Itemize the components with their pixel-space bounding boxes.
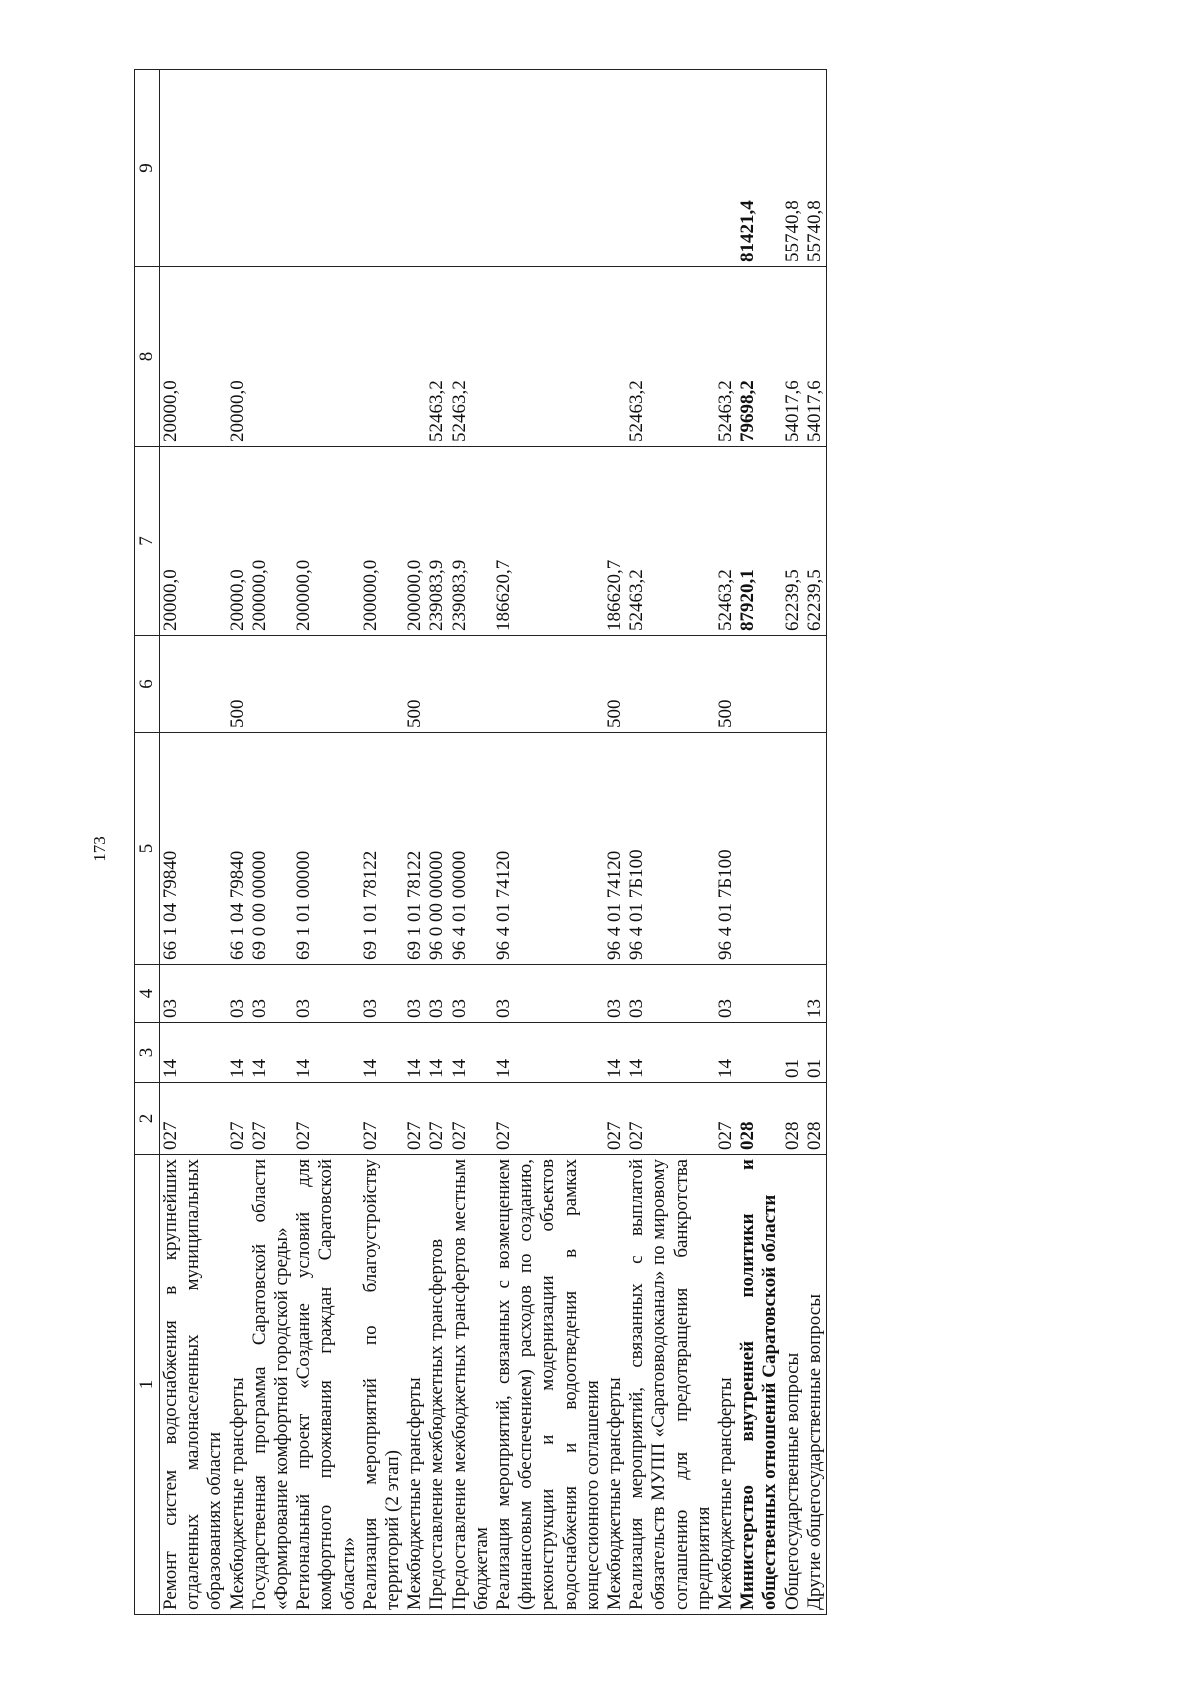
row-cell-col-8: 52463,2 — [426, 267, 448, 447]
table-row — [737, 70, 781, 1615]
row-cell-col-5: 69 1 01 00000 — [293, 733, 360, 965]
row-cell-col-9 — [449, 70, 493, 267]
row-cell-col-7: 20000,0 — [227, 447, 249, 636]
row-cell-col-6 — [293, 636, 360, 733]
row-cell-col-6 — [360, 636, 404, 733]
table-row — [604, 70, 626, 1615]
row-cell-col-4: 03 — [227, 965, 249, 1023]
row-name-cell: Ремонт систем водоснабжения в крупнейших отдаленных малонаселенных муниципальных образованиях области — [160, 1155, 227, 1615]
row-cell-col-3: 14 — [249, 1023, 293, 1083]
row-cell-col-8: 20000,0 — [227, 267, 249, 447]
row-cell-col-7: 200000,0 — [360, 447, 404, 636]
table-row — [227, 70, 249, 1615]
row-cell-col-4: 03 — [604, 965, 626, 1023]
row-cell-col-8: 79698,2 — [737, 267, 781, 447]
row-cell-col-2: 027 — [293, 1083, 360, 1155]
row-cell-col-9 — [626, 70, 715, 267]
row-cell-col-4: 03 — [626, 965, 715, 1023]
table-row — [626, 70, 715, 1615]
table-row — [782, 70, 804, 1615]
row-cell-col-8: 54017,6 — [782, 267, 804, 447]
row-cell-col-8 — [293, 267, 360, 447]
col-header-8: 8 — [135, 267, 160, 447]
row-name-cell: Межбюджетные трансферты — [715, 1155, 737, 1615]
row-cell-col-5: 69 1 01 78122 — [360, 733, 404, 965]
row-cell-col-3: 14 — [449, 1023, 493, 1083]
col-header-1: 1 — [135, 1155, 160, 1615]
row-cell-col-5: 96 4 01 7Б100 — [626, 733, 715, 965]
col-header-7: 7 — [135, 447, 160, 636]
row-cell-col-7: 186620,7 — [493, 447, 604, 636]
row-cell-col-6 — [626, 636, 715, 733]
row-cell-col-6 — [449, 636, 493, 733]
row-cell-col-3: 14 — [293, 1023, 360, 1083]
budget-table — [134, 69, 827, 1615]
row-cell-col-9 — [360, 70, 404, 267]
col-header-3: 3 — [135, 1023, 160, 1083]
table-row — [404, 70, 426, 1615]
row-cell-col-8: 54017,6 — [804, 267, 827, 447]
row-cell-col-2: 028 — [782, 1083, 804, 1155]
row-cell-col-7: 200000,0 — [249, 447, 293, 636]
row-cell-col-3: 14 — [227, 1023, 249, 1083]
row-cell-col-2: 027 — [404, 1083, 426, 1155]
row-cell-col-3: 14 — [160, 1023, 227, 1083]
row-cell-col-2: 028 — [737, 1083, 781, 1155]
table-row — [293, 70, 360, 1615]
row-cell-col-9 — [293, 70, 360, 267]
row-cell-col-5: 66 1 04 79840 — [227, 733, 249, 965]
row-cell-col-6: 500 — [227, 636, 249, 733]
table-body — [160, 70, 827, 1615]
row-cell-col-4: 03 — [160, 965, 227, 1023]
row-cell-col-9 — [227, 70, 249, 267]
row-cell-col-2: 027 — [604, 1083, 626, 1155]
table-row — [449, 70, 493, 1615]
row-cell-col-2: 027 — [426, 1083, 448, 1155]
row-cell-col-7: 200000,0 — [293, 447, 360, 636]
row-cell-col-4 — [737, 965, 781, 1023]
row-cell-col-5 — [737, 733, 781, 965]
row-cell-col-7: 239083,9 — [426, 447, 448, 636]
row-cell-col-8: 52463,2 — [449, 267, 493, 447]
row-cell-col-7: 20000,0 — [160, 447, 227, 636]
row-cell-col-5: 96 4 01 74120 — [493, 733, 604, 965]
row-cell-col-5: 96 0 00 00000 — [426, 733, 448, 965]
row-cell-col-9 — [493, 70, 604, 267]
row-cell-col-5: 66 1 04 79840 — [160, 733, 227, 965]
row-cell-col-8: 20000,0 — [160, 267, 227, 447]
row-cell-col-3: 14 — [626, 1023, 715, 1083]
row-cell-col-4: 03 — [493, 965, 604, 1023]
table-row — [160, 70, 227, 1615]
col-header-9: 9 — [135, 70, 160, 267]
page-number: 173 — [90, 836, 109, 862]
row-name-cell: Другие общегосударственные вопросы — [804, 1155, 827, 1615]
row-cell-col-6 — [493, 636, 604, 733]
row-cell-col-5 — [804, 733, 827, 965]
rotated-sheet — [134, 70, 1200, 1615]
row-cell-col-5: 96 4 01 7Б100 — [715, 733, 737, 965]
row-name-cell: Межбюджетные трансферты — [604, 1155, 626, 1615]
row-cell-col-9: 55740,8 — [804, 70, 827, 267]
row-cell-col-7: 52463,2 — [715, 447, 737, 636]
row-cell-col-6 — [782, 636, 804, 733]
row-name-cell: Предоставление межбюджетных трансфертов — [426, 1155, 448, 1615]
row-cell-col-2: 027 — [160, 1083, 227, 1155]
row-name-cell: Реализация мероприятий по благоустройству территорий (2 этап) — [360, 1155, 404, 1615]
row-cell-col-9 — [404, 70, 426, 267]
table-row — [804, 70, 827, 1615]
row-cell-col-6: 500 — [715, 636, 737, 733]
col-header-2: 2 — [135, 1083, 160, 1155]
row-name-cell: Общегосударственные вопросы — [782, 1155, 804, 1615]
row-cell-col-2: 027 — [449, 1083, 493, 1155]
row-name-cell: Межбюджетные трансферты — [404, 1155, 426, 1615]
table-row — [249, 70, 293, 1615]
row-name-cell: Предоставление межбюджетных трансфертов местным бюджетам — [449, 1155, 493, 1615]
row-cell-col-7: 200000,0 — [404, 447, 426, 636]
row-cell-col-7: 62239,5 — [804, 447, 827, 636]
row-cell-col-2: 028 — [804, 1083, 827, 1155]
row-cell-col-2: 027 — [249, 1083, 293, 1155]
row-cell-col-6: 500 — [404, 636, 426, 733]
table-row — [360, 70, 404, 1615]
row-cell-col-7: 239083,9 — [449, 447, 493, 636]
table-row — [715, 70, 737, 1615]
row-cell-col-2: 027 — [715, 1083, 737, 1155]
row-name-cell: Межбюджетные трансферты — [227, 1155, 249, 1615]
table-row — [426, 70, 448, 1615]
row-cell-col-9 — [249, 70, 293, 267]
row-cell-col-7: 186620,7 — [604, 447, 626, 636]
row-name-cell: Региональный проект «Создание условий для комфортного проживания граждан Саратовской области» — [293, 1155, 360, 1615]
col-header-5: 5 — [135, 733, 160, 965]
row-cell-col-8 — [360, 267, 404, 447]
row-name-cell: Министерство внутренней политики и общественных отношений Саратовской области — [737, 1155, 781, 1615]
row-cell-col-3 — [737, 1023, 781, 1083]
col-header-4: 4 — [135, 965, 160, 1023]
row-cell-col-9 — [604, 70, 626, 267]
row-cell-col-8 — [249, 267, 293, 447]
row-cell-col-2: 027 — [227, 1083, 249, 1155]
row-cell-col-4: 03 — [249, 965, 293, 1023]
row-cell-col-7: 87920,1 — [737, 447, 781, 636]
row-name-cell: Государственная программа Саратовской области «Формирование комфортной городской среды» — [249, 1155, 293, 1615]
row-cell-col-6 — [426, 636, 448, 733]
row-cell-col-4 — [782, 965, 804, 1023]
row-cell-col-4: 03 — [449, 965, 493, 1023]
row-cell-col-3: 01 — [782, 1023, 804, 1083]
row-cell-col-9 — [426, 70, 448, 267]
row-cell-col-6 — [737, 636, 781, 733]
row-cell-col-3: 14 — [715, 1023, 737, 1083]
row-cell-col-3: 14 — [604, 1023, 626, 1083]
row-cell-col-8 — [404, 267, 426, 447]
row-cell-col-6: 500 — [604, 636, 626, 733]
row-cell-col-6 — [160, 636, 227, 733]
row-cell-col-6 — [804, 636, 827, 733]
row-cell-col-5: 69 1 01 78122 — [404, 733, 426, 965]
row-cell-col-4: 13 — [804, 965, 827, 1023]
table-row — [493, 70, 604, 1615]
row-cell-col-8: 52463,2 — [626, 267, 715, 447]
row-cell-col-7: 62239,5 — [782, 447, 804, 636]
row-cell-col-8 — [604, 267, 626, 447]
row-cell-col-9 — [715, 70, 737, 267]
row-cell-col-3: 14 — [426, 1023, 448, 1083]
row-cell-col-3: 14 — [493, 1023, 604, 1083]
row-cell-col-4: 03 — [404, 965, 426, 1023]
row-cell-col-2: 027 — [626, 1083, 715, 1155]
row-cell-col-5: 96 4 01 74120 — [604, 733, 626, 965]
row-cell-col-6 — [249, 636, 293, 733]
row-name-cell: Реализация мероприятий, связанных с выплатой обязательств МУПП «Саратовводоканал» по мировому соглашению для предотвращения банкротства предприятия — [626, 1155, 715, 1615]
row-cell-col-3: 14 — [404, 1023, 426, 1083]
row-cell-col-2: 027 — [360, 1083, 404, 1155]
row-cell-col-5: 69 0 00 00000 — [249, 733, 293, 965]
row-cell-col-4: 03 — [426, 965, 448, 1023]
row-cell-col-8 — [493, 267, 604, 447]
row-cell-col-5: 96 4 01 00000 — [449, 733, 493, 965]
row-cell-col-4: 03 — [360, 965, 404, 1023]
row-cell-col-2: 027 — [493, 1083, 604, 1155]
row-cell-col-8: 52463,2 — [715, 267, 737, 447]
row-cell-col-7: 52463,2 — [626, 447, 715, 636]
row-cell-col-4: 03 — [715, 965, 737, 1023]
row-cell-col-9: 81421,4 — [737, 70, 781, 267]
row-cell-col-5 — [782, 733, 804, 965]
col-header-6: 6 — [135, 636, 160, 733]
row-cell-col-4: 03 — [293, 965, 360, 1023]
row-cell-col-3: 01 — [804, 1023, 827, 1083]
row-cell-col-9: 55740,8 — [782, 70, 804, 267]
column-header-row — [135, 70, 160, 1615]
row-cell-col-9 — [160, 70, 227, 267]
row-name-cell: Реализация мероприятий, связанных с возмещением (финансовым обеспечением) расходов по созданию, реконструкции и модернизации объектов водоснабжения и водоотведения в рамках концессионного соглашения — [493, 1155, 604, 1615]
row-cell-col-3: 14 — [360, 1023, 404, 1083]
